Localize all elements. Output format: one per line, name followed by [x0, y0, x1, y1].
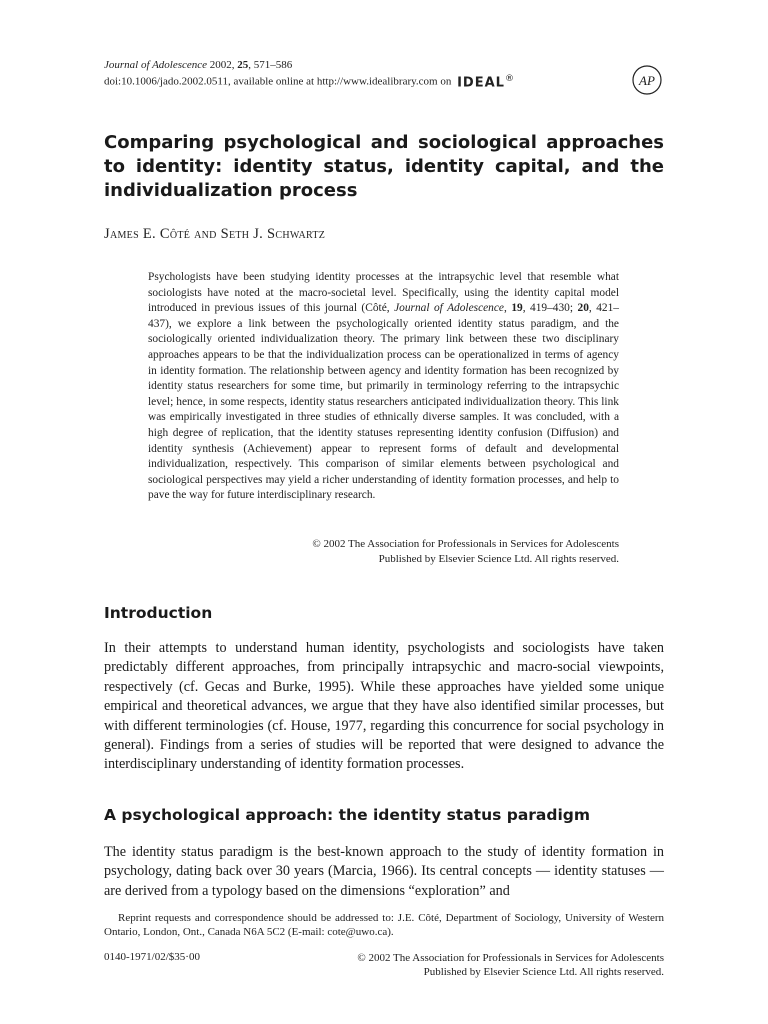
- academic-press-logo: [632, 65, 662, 95]
- ideal-logo-text: IDEAL: [457, 75, 505, 91]
- abstract-copyright: [148, 537, 619, 567]
- abstract-text-2: ,: [504, 302, 512, 315]
- citation-line: [104, 58, 664, 72]
- journal-header: [104, 58, 664, 90]
- doi-text: doi:10.1006/jado.2002.0511, available online at http://www.idealibrary.com on: [104, 75, 452, 88]
- registered-mark: ®: [504, 74, 515, 84]
- journal-name: Journal of Adolescence: [104, 59, 208, 71]
- footer-copyright: [284, 951, 664, 979]
- footer-copyright-line-2: Published by Elsevier Science Ltd. All rights reserved.: [423, 966, 664, 978]
- abstract-volume-2: 20: [577, 302, 589, 315]
- psychological-approach-paragraph: The identity status paradigm is the best-known approach to the study of identity formation in psychology, dating back over 30 years (Marcia, 1966). Its central concepts — identity statuses — are derived from a typology based on the dimensions “exploration” and: [104, 844, 664, 899]
- section-heading-introduction: Introduction: [104, 604, 213, 622]
- doi-line: [104, 72, 664, 90]
- abstract-text-4: , 421–437), we explore a link between the psychologically oriented identity status paradigm, and the sociologically oriented individualization theory. The primary link between these two disciplinary approaches appears to be that the individualization process can be operationalized in terms of agency in identity formation. The relationship between agency and identity formation has been recognized by identity status researchers for some time, but primarily in terminology referring to the intrapsychic level; hence, in some respects, identity status researchers anticipated individualization theory. This link was empirically investigated in three studies of ethnically diverse samples. It was concluded, with a high degree of replication, that the identity statuses representing identity confusion (Diffusion) and identity synthesis (Achievement) appear to represent forms of default and developmental individualization, respectively. This comparison of similar elements between psychological and sociological perspectives may yield a richer understanding of identity formation processes, and help to pave the way for future interdisciplinary research.: [148, 302, 619, 502]
- footer-copyright-line-1: © 2002 The Association for Professionals in Services for Adolescents: [357, 952, 664, 964]
- abstract-text-3: , 419–430;: [522, 302, 578, 315]
- abstract-journal-ref: Journal of Adolescence: [394, 302, 504, 315]
- journal-volume: 25: [237, 59, 249, 71]
- introduction-paragraph: In their attempts to understand human identity, psychologists and sociologists have taken predictably different approaches, from principally intrapsychic and macro-social viewpoints, respectively (cf. Gecas and Burke, 1995). While these approaches have yielded some unique empirical and theoretical advances, we argue that they have also identified similar processes, but with different terminologies (cf. House, 1977, regarding this concurrence for social psychology in general). Findings from a series of studies will be reported that were designed to advance the interdisciplinary understanding of identity formation processes.: [104, 640, 664, 773]
- correspondence-footnote: Reprint requests and correspondence should be addressed to: J.E. Côté, Department of Sociology, University of Western Ontario, London, Ont., Canada N6A 5C2 (E-mail: cote@uwo.ca).: [104, 912, 664, 938]
- issn-price: 0140-1971/02/$35·00: [104, 951, 200, 963]
- journal-year: 2002,: [209, 59, 235, 71]
- ap-logo-text: AP: [639, 73, 655, 88]
- abstract: [148, 270, 619, 504]
- article-authors: James E. Côté and Seth J. Schwartz: [104, 226, 326, 242]
- abstract-copyright-line-2: Published by Elsevier Science Ltd. All rights reserved.: [378, 553, 619, 565]
- journal-pages: , 571–586: [248, 59, 293, 71]
- abstract-volume-1: 19: [511, 302, 523, 315]
- section-heading-psychological-approach: A psychological approach: the identity status paradigm: [104, 806, 591, 824]
- abstract-text-1: Psychologists have been studying identity processes at the intrapsychic level that resemble what sociologists have noted at the macro-societal level. Specifically, using the identity capital model introduced in previous issues of this journal (Côté,: [148, 271, 619, 315]
- abstract-copyright-line-1: © 2002 The Association for Professionals in Services for Adolescents: [312, 538, 619, 550]
- article-title: Comparing psychological and sociological approaches to identity: identity status, identity capital, and the individualization process: [104, 132, 664, 201]
- ideal-logo: [457, 72, 515, 90]
